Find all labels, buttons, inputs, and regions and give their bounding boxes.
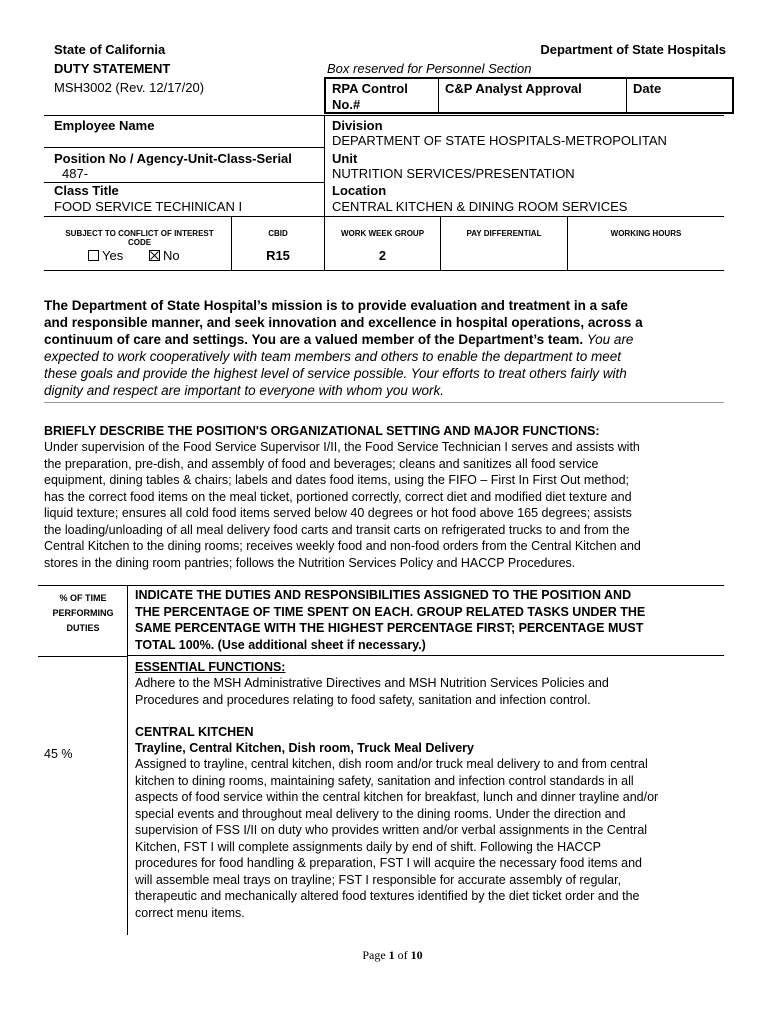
org-setting-heading: BRIEFLY DESCRIBE THE POSITION'S ORGANIZATIONAL SETTING AND MAJOR FUNCTIONS:: [44, 424, 600, 438]
mission-line: expected to work cooperatively with team members and others to enable the department to meet: [44, 349, 622, 364]
mission-line: dignity and respect are important to everyone with whom you work.: [44, 383, 444, 398]
employee-name-label: Employee Name: [54, 118, 155, 133]
position-label: Position No / Agency-Unit-Class-Serial: [54, 151, 292, 166]
document-title: DUTY STATEMENT: [54, 61, 171, 76]
mission-line: The Department of State Hospital’s mission is to provide evaluation and treatment in a safe: [44, 298, 628, 313]
state-label: State of California: [54, 42, 166, 57]
work-week-group-label: WORK WEEK GROUP: [340, 229, 425, 238]
conflict-yes-option[interactable]: [88, 248, 123, 264]
cbid-value[interactable]: R15: [266, 248, 290, 263]
form-number: MSH3002 (Rev. 12/17/20): [54, 80, 205, 95]
date-label: Date: [633, 81, 662, 96]
no-label: No: [163, 248, 180, 263]
org-setting-body: Under supervision of the Food Service Supervisor I/II, the Food Service Technician I serves and assists with the preparation, pre-dish, and assembly of food and beverages; cleans and sanitizes all food service equipment, dining tables & chairs; labels and dates food items, using the FIFO – First In First Out method; has the correct food items on the meal ticket, portioned correctly, correct diet and modified diet texture and liquid texture; ensures all cold food items served below 40 degrees or hot food above 165 degrees; assists the loading/unloading of all meal delivery food carts and transit carts on refrigerated trucks to and from the Central Kitchen to the dining rooms; receives weekly food and non-food orders from the Central Kitchen and stores in the dining room pantries; follows the Nutrition Services Policy and HACCP Procedures.: [44, 440, 641, 570]
duty-percent: 45 %: [44, 747, 73, 761]
work-week-group-value[interactable]: 2: [378, 248, 387, 263]
duties-header: INDICATE THE DUTIES AND RESPONSIBILITIES ASSIGNED TO THE POSITION AND THE PERCENTAGE OF TIME SPENT ON EACH. GROUP RELATED TASKS UNDER THE SAME PERCENTAGE WITH THE HIGHEST PERCENTAGE FIRST; PERCENTAGE MUST TOTAL 100%. (Use additional sheet if necessary.): [135, 588, 646, 652]
yes-label: Yes: [102, 248, 124, 263]
central-kitchen-subheading: Trayline, Central Kitchen, Dish room, Truck Meal Delivery: [135, 741, 475, 755]
analyst-approval-label: C&P Analyst Approval: [445, 81, 582, 96]
mission-line: and responsible manner, and seek innovation and excellence in hospital operations, across a: [44, 315, 643, 330]
yes-checkbox[interactable]: [88, 250, 99, 261]
location-label: Location: [332, 183, 387, 198]
class-title-label: Class Title: [54, 183, 119, 198]
rpa-control-label-2: No.#: [332, 97, 361, 112]
central-kitchen-body: Assigned to trayline, central kitchen, dish room and/or truck meal delivery to and from central kitchen to dining rooms, maintaining safety, sanitation and infection control standards in all aspects of food service within the central kitchen for breakfast, lunch and dinner trayline and/or special events and throughout meal delivery to the dining rooms. Under the direction and supervision of FSS I/II on duty who provides written and/or verbal assignments in the Central Kitchen, FST I will complete assignments daily by end of shift. Following the HACCP procedures for food handling & preparation, FST I will acquire the necessary food items and will assemble meal trays on trayline; FST I responsible for accurate assembly of regular, therapeutic and mechanically altered food textures identified by the diet ticket order and the correct menu items.: [135, 757, 659, 920]
essential-functions-heading: ESSENTIAL FUNCTIONS:: [135, 660, 286, 674]
unit-value[interactable]: NUTRITION SERVICES/PRESENTATION: [332, 166, 575, 181]
unit-label: Unit: [332, 151, 358, 166]
percent-time-header: % OF TIME PERFORMING DUTIES: [52, 593, 114, 633]
central-kitchen-heading: CENTRAL KITCHEN: [135, 725, 254, 739]
no-checkbox[interactable]: [149, 250, 160, 261]
conflict-no-option[interactable]: [149, 248, 180, 264]
essential-functions-body: Adhere to the MSH Administrative Directives and MSH Nutrition Services Policies and Procedures and procedures relating to food safety, sanitation and infection control.: [135, 676, 609, 707]
pay-differential-label: PAY DIFFERENTIAL: [466, 229, 542, 238]
position-value[interactable]: 487-: [62, 166, 89, 181]
cbid-label: CBID: [268, 229, 288, 238]
rpa-control-label: RPA Control: [332, 81, 408, 96]
division-label: Division: [332, 118, 383, 133]
class-title-value[interactable]: FOOD SERVICE TECHINICAN I: [54, 199, 243, 214]
location-value[interactable]: CENTRAL KITCHEN & DINING ROOM SERVICES: [332, 199, 628, 214]
reserved-note: Box reserved for Personnel Section: [327, 61, 532, 76]
mission-line: continuum of care and settings. You are a valued member of the Department’s team. You are: [44, 332, 634, 347]
conflict-label: SUBJECT TO CONFLICT OF INTEREST CODE: [65, 229, 214, 247]
page-number: Page 1 of 10: [362, 948, 423, 962]
mission-statement: [44, 297, 714, 399]
working-hours-label: WORKING HOURS: [610, 229, 682, 238]
division-value[interactable]: DEPARTMENT OF STATE HOSPITALS-METROPOLITAN: [332, 133, 667, 148]
department-label: Department of State Hospitals: [540, 42, 726, 57]
mission-line: these goals and provide the highest level of service possible. Your efforts to treat others fairly with: [44, 366, 627, 381]
